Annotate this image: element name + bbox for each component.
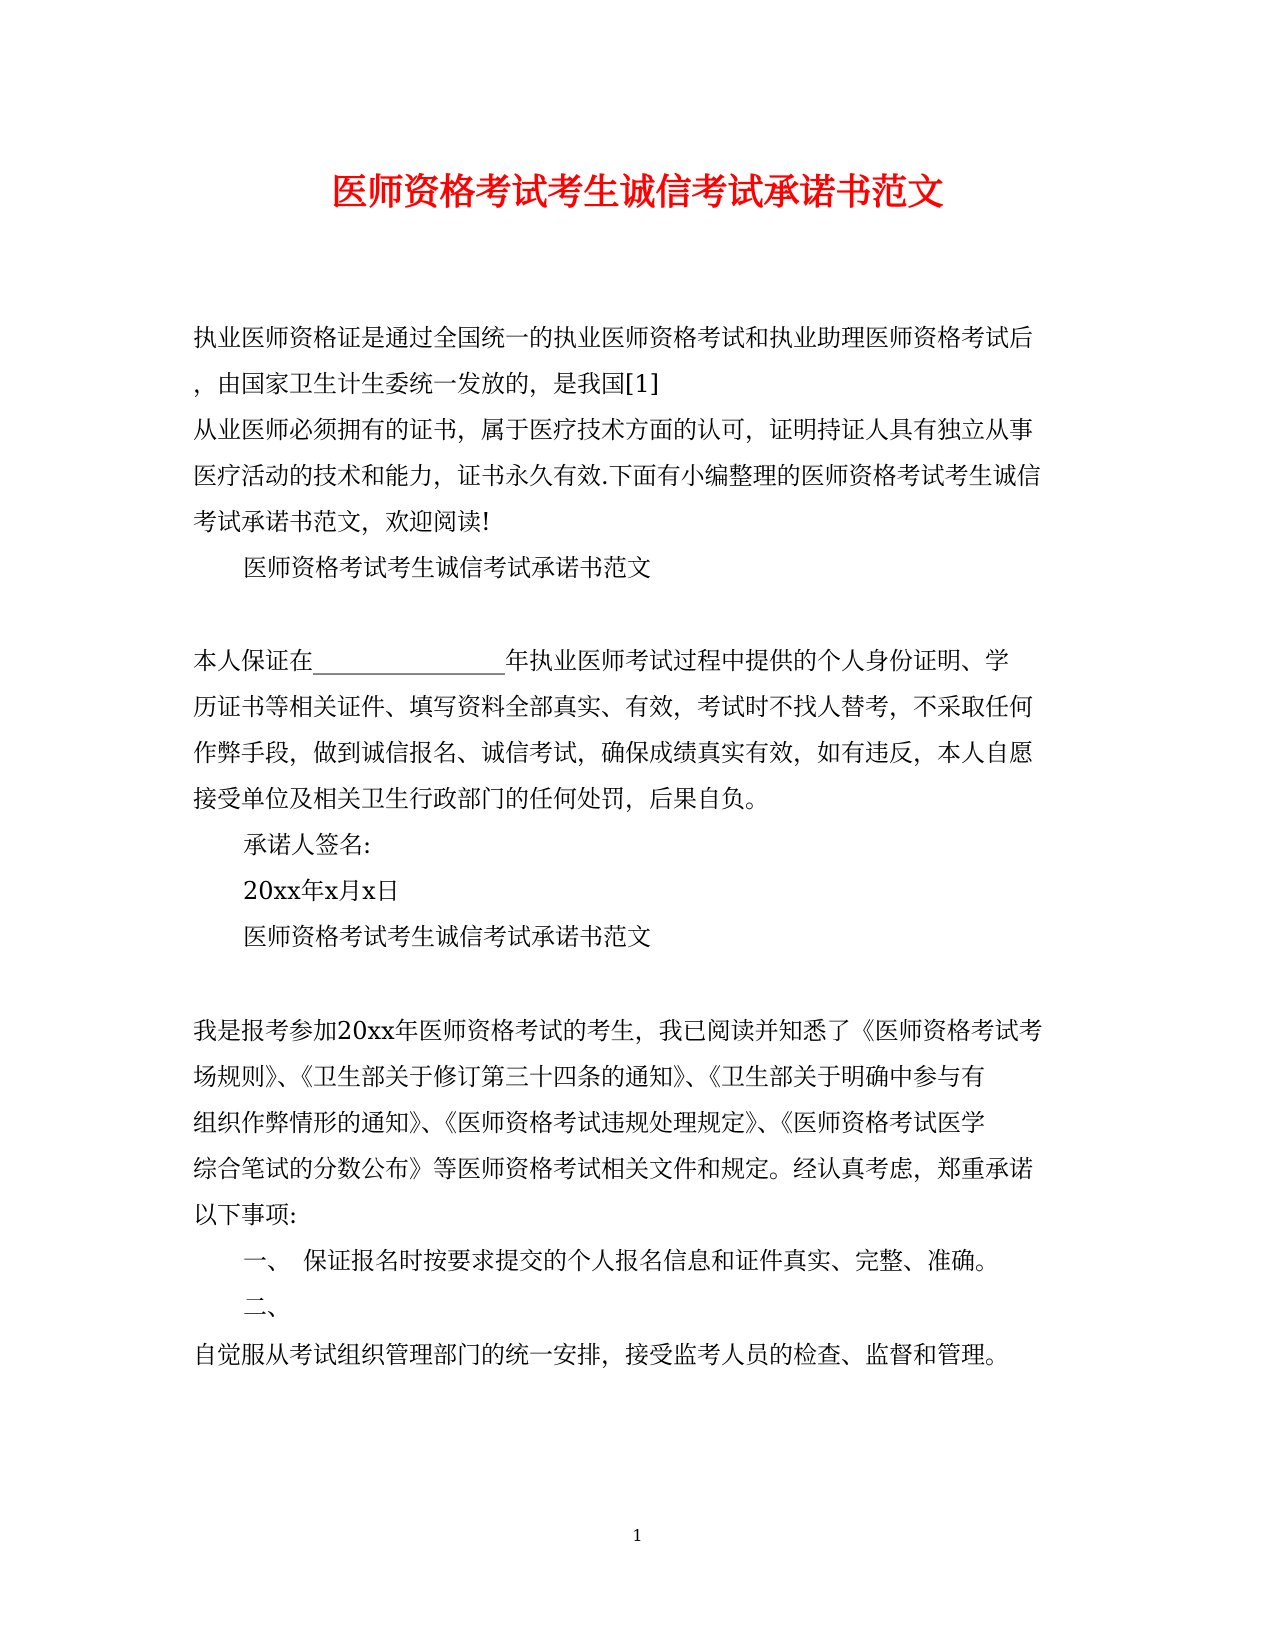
list-item-number: 一、 <box>243 1247 291 1275</box>
section-subtitle-1: 医师资格考试考生诚信考试承诺书范文 <box>243 554 651 582</box>
pledge-2-line-5: 以下事项: <box>193 1201 298 1229</box>
list-item-number: 二、 <box>243 1293 291 1321</box>
document-title: 医师资格考试考生诚信考试承诺书范文 <box>331 171 944 213</box>
intro-line-5: 考试承诺书范文，欢迎阅读! <box>193 508 491 536</box>
intro-line-4: 医疗活动的技术和能力，证书永久有效.下面有小编整理的医师资格考试考生诚信 <box>193 462 1041 490</box>
list-item <box>243 1245 1143 1277</box>
pledge-1-line-3: 作弊手段，做到诚信报名、诚信考试，确保成绩真实有效，如有违反，本人自愿 <box>193 739 1033 767</box>
list-item-text: 自觉服从考试组织管理部门的统一安排，接受监考人员的检查、监督和管理。 <box>193 1341 1009 1369</box>
pledge-2-line-2: 场规则》、《卫生部关于修订第三十四条的通知》、《卫生部关于明确中参与有 <box>193 1063 985 1091</box>
pledge-1-line-4: 接受单位及相关卫生行政部门的任何处罚，后果自负。 <box>193 785 769 813</box>
list-item-text: 保证报名时按要求提交的个人报名信息和证件真实、完整、准确。 <box>303 1247 999 1275</box>
signature-date: 20xx年x月x日 <box>243 877 400 905</box>
pledge-2-line-1: 我是报考参加20xx年医师资格考试的考生，我已阅读并知悉了《医师资格考试考 <box>193 1017 1043 1045</box>
signature-label: 承诺人签名: <box>243 831 372 859</box>
intro-line-2: ，由国家卫生计生委统一发放的，是我国[1] <box>193 370 659 398</box>
section-subtitle-2: 医师资格考试考生诚信考试承诺书范文 <box>243 923 651 951</box>
intro-line-3: 从业医师必须拥有的证书，属于医疗技术方面的认可，证明持证人具有独立从事 <box>193 416 1033 444</box>
pledge-2-line-3: 组织作弊情形的通知》、《医师资格考试违规处理规定》、《医师资格考试医学 <box>193 1109 985 1137</box>
page-number: 1 <box>632 1526 643 1545</box>
pledge-1-line-1: 本人保证在________________年执业医师考试过程中提供的个人身份证明、学 <box>193 647 1009 675</box>
pledge-1-line-2: 历证书等相关证件、填写资料全部真实、有效，考试时不找人替考，不采取任何 <box>193 693 1033 721</box>
pledge-2-line-4: 综合笔试的分数公布》等医师资格考试相关文件和规定。经认真考虑，郑重承诺 <box>193 1155 1033 1183</box>
intro-line-1: 执业医师资格证是通过全国统一的执业医师资格考试和执业助理医师资格考试后 <box>193 324 1033 352</box>
